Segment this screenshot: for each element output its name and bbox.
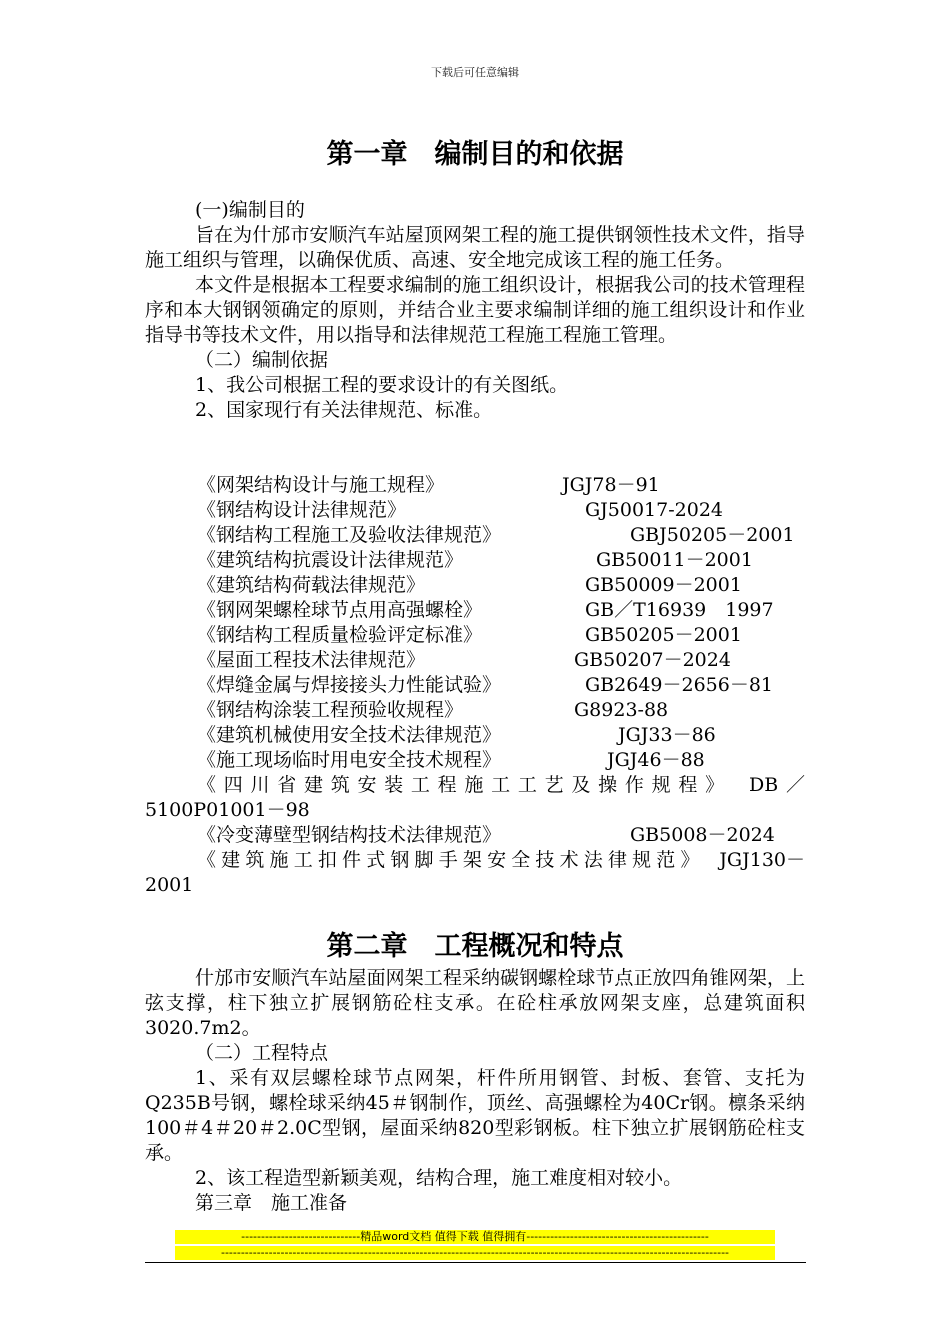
footer-banner-line-1: ------------------------------精品word文档 值得下载 值得拥有---------------------------------------------- — [175, 1230, 775, 1244]
page-header-note: 下载后可任意编辑 — [431, 66, 519, 79]
reference-code: GB／T16939 1997 — [585, 599, 774, 621]
reference-name: 《钢结构涂装工程预验收规程》 — [197, 699, 464, 721]
reference-sichuan-line-2: 5100P01001－98 — [145, 799, 310, 821]
reference-name: 《施工现场临时用电安全技术规程》 — [197, 749, 502, 771]
reference-name: 《网架结构设计与施工规程》 — [197, 474, 445, 496]
reference-name: 《屋面工程技术法律规范》 — [197, 649, 426, 671]
reference-code: GB50207－2024 — [574, 649, 731, 671]
chapter-2-title: 第二章 工程概况和特点 — [326, 931, 624, 962]
reference-code: GB50009－2001 — [585, 574, 742, 596]
chapter-1-title: 第一章 编制目的和依据 — [326, 139, 624, 170]
feature-item-1: 1、采有双层螺栓球节点网架，杆件所用钢管、封板、套管、支托为Q235B号钢，螺栓球采纳45＃钢制作，顶丝、高强螺栓为40Cr钢。檩条采纳100＃4＃20＃2.0C型钢，屋面采纳820型彩钢板。柱下独立扩展钢筋砼柱支承。 — [145, 1067, 805, 1164]
reference-scaffold-line-2: 2001 — [145, 874, 194, 896]
reference-name: 《建筑结构抗震设计法律规范》 — [197, 549, 464, 571]
purpose-paragraph-1: 旨在为什邡市安顺汽车站屋顶网架工程的施工提供钢领性技术文件，指导施工组织与管理，以确保优质、高速、安全地完成该工程的施工任务。 — [145, 224, 805, 271]
basis-item-2: 2、国家现行有关法律规范、标准。 — [195, 399, 493, 421]
reference-code: GB5008－2024 — [630, 824, 775, 846]
reference-code: GB50011－2001 — [596, 549, 753, 571]
reference-name: 《冷变薄壁型钢结构技术法律规范》 — [197, 824, 502, 846]
reference-scaffold-line-1: 《建筑施工扣件式钢脚手架安全技术法律规范》 JGJ130－ — [197, 849, 805, 871]
reference-item-sichuan — [145, 773, 805, 823]
features-heading: （二）工程特点 — [195, 1042, 329, 1064]
reference-sichuan-line-1: 《四川省建筑安装工程施工工艺及操作规程》 DB／ — [197, 774, 805, 796]
reference-item-scaffold — [145, 848, 805, 898]
feature-item-2: 2、该工程造型新颖美观，结构合理，施工难度相对较小。 — [195, 1167, 683, 1189]
reference-name: 《钢结构设计法律规范》 — [197, 499, 407, 521]
reference-name: 《钢结构工程质量检验评定标准》 — [197, 624, 483, 646]
reference-code: GJ50017-2024 — [585, 499, 724, 521]
reference-code: G8923-88 — [574, 699, 669, 721]
footer-banner-line-2: -------------------------------------------------------------------------------------------------------------------------------- — [175, 1246, 775, 1260]
reference-name: 《焊缝金属与焊接接头力性能试验》 — [197, 674, 502, 696]
reference-code: JGJ33－86 — [618, 724, 716, 746]
purpose-heading: (一)编制目的 — [195, 199, 305, 221]
reference-name: 《建筑结构荷载法律规范》 — [197, 574, 426, 596]
reference-name: 《建筑机械使用安全技术法律规范》 — [197, 724, 502, 746]
overview-paragraph: 什邡市安顺汽车站屋面网架工程采纳碳钢螺栓球节点正放四角锥网架，上弦支撑，柱下独立扩展钢筋砼柱支承。在砼柱承放网架支座，总建筑面积3020.7m2。 — [145, 967, 805, 1039]
reference-code: GB2649－2656－81 — [585, 674, 774, 696]
chapter-1-body — [145, 198, 805, 423]
basis-item-1: 1、我公司根据工程的要求设计的有关图纸。 — [195, 374, 569, 396]
next-chapter-heading: 第三章 施工准备 — [195, 1192, 348, 1214]
reference-code: GB50205－2001 — [585, 624, 742, 646]
purpose-paragraph-2: 本文件是根据本工程要求编制的施工组织设计，根据我公司的技术管理程序和本大钢钢领确定的原则，并结合业主要求编制详细的施工组织设计和作业指导书等技术文件，用以指导和法律规范工程施工程施工管理。 — [145, 274, 805, 346]
reference-name: 《钢结构工程施工及验收法律规范》 — [197, 524, 502, 546]
reference-name: 《钢网架螺栓球节点用高强螺栓》 — [197, 599, 483, 621]
chapter-2-body — [145, 966, 805, 1216]
reference-code: GBJ50205－2001 — [630, 524, 795, 546]
reference-code: JGJ78－91 — [562, 474, 660, 496]
footer-divider — [145, 1262, 806, 1263]
basis-heading: （二）编制依据 — [195, 349, 329, 371]
reference-code: JGJ46－88 — [607, 749, 705, 771]
